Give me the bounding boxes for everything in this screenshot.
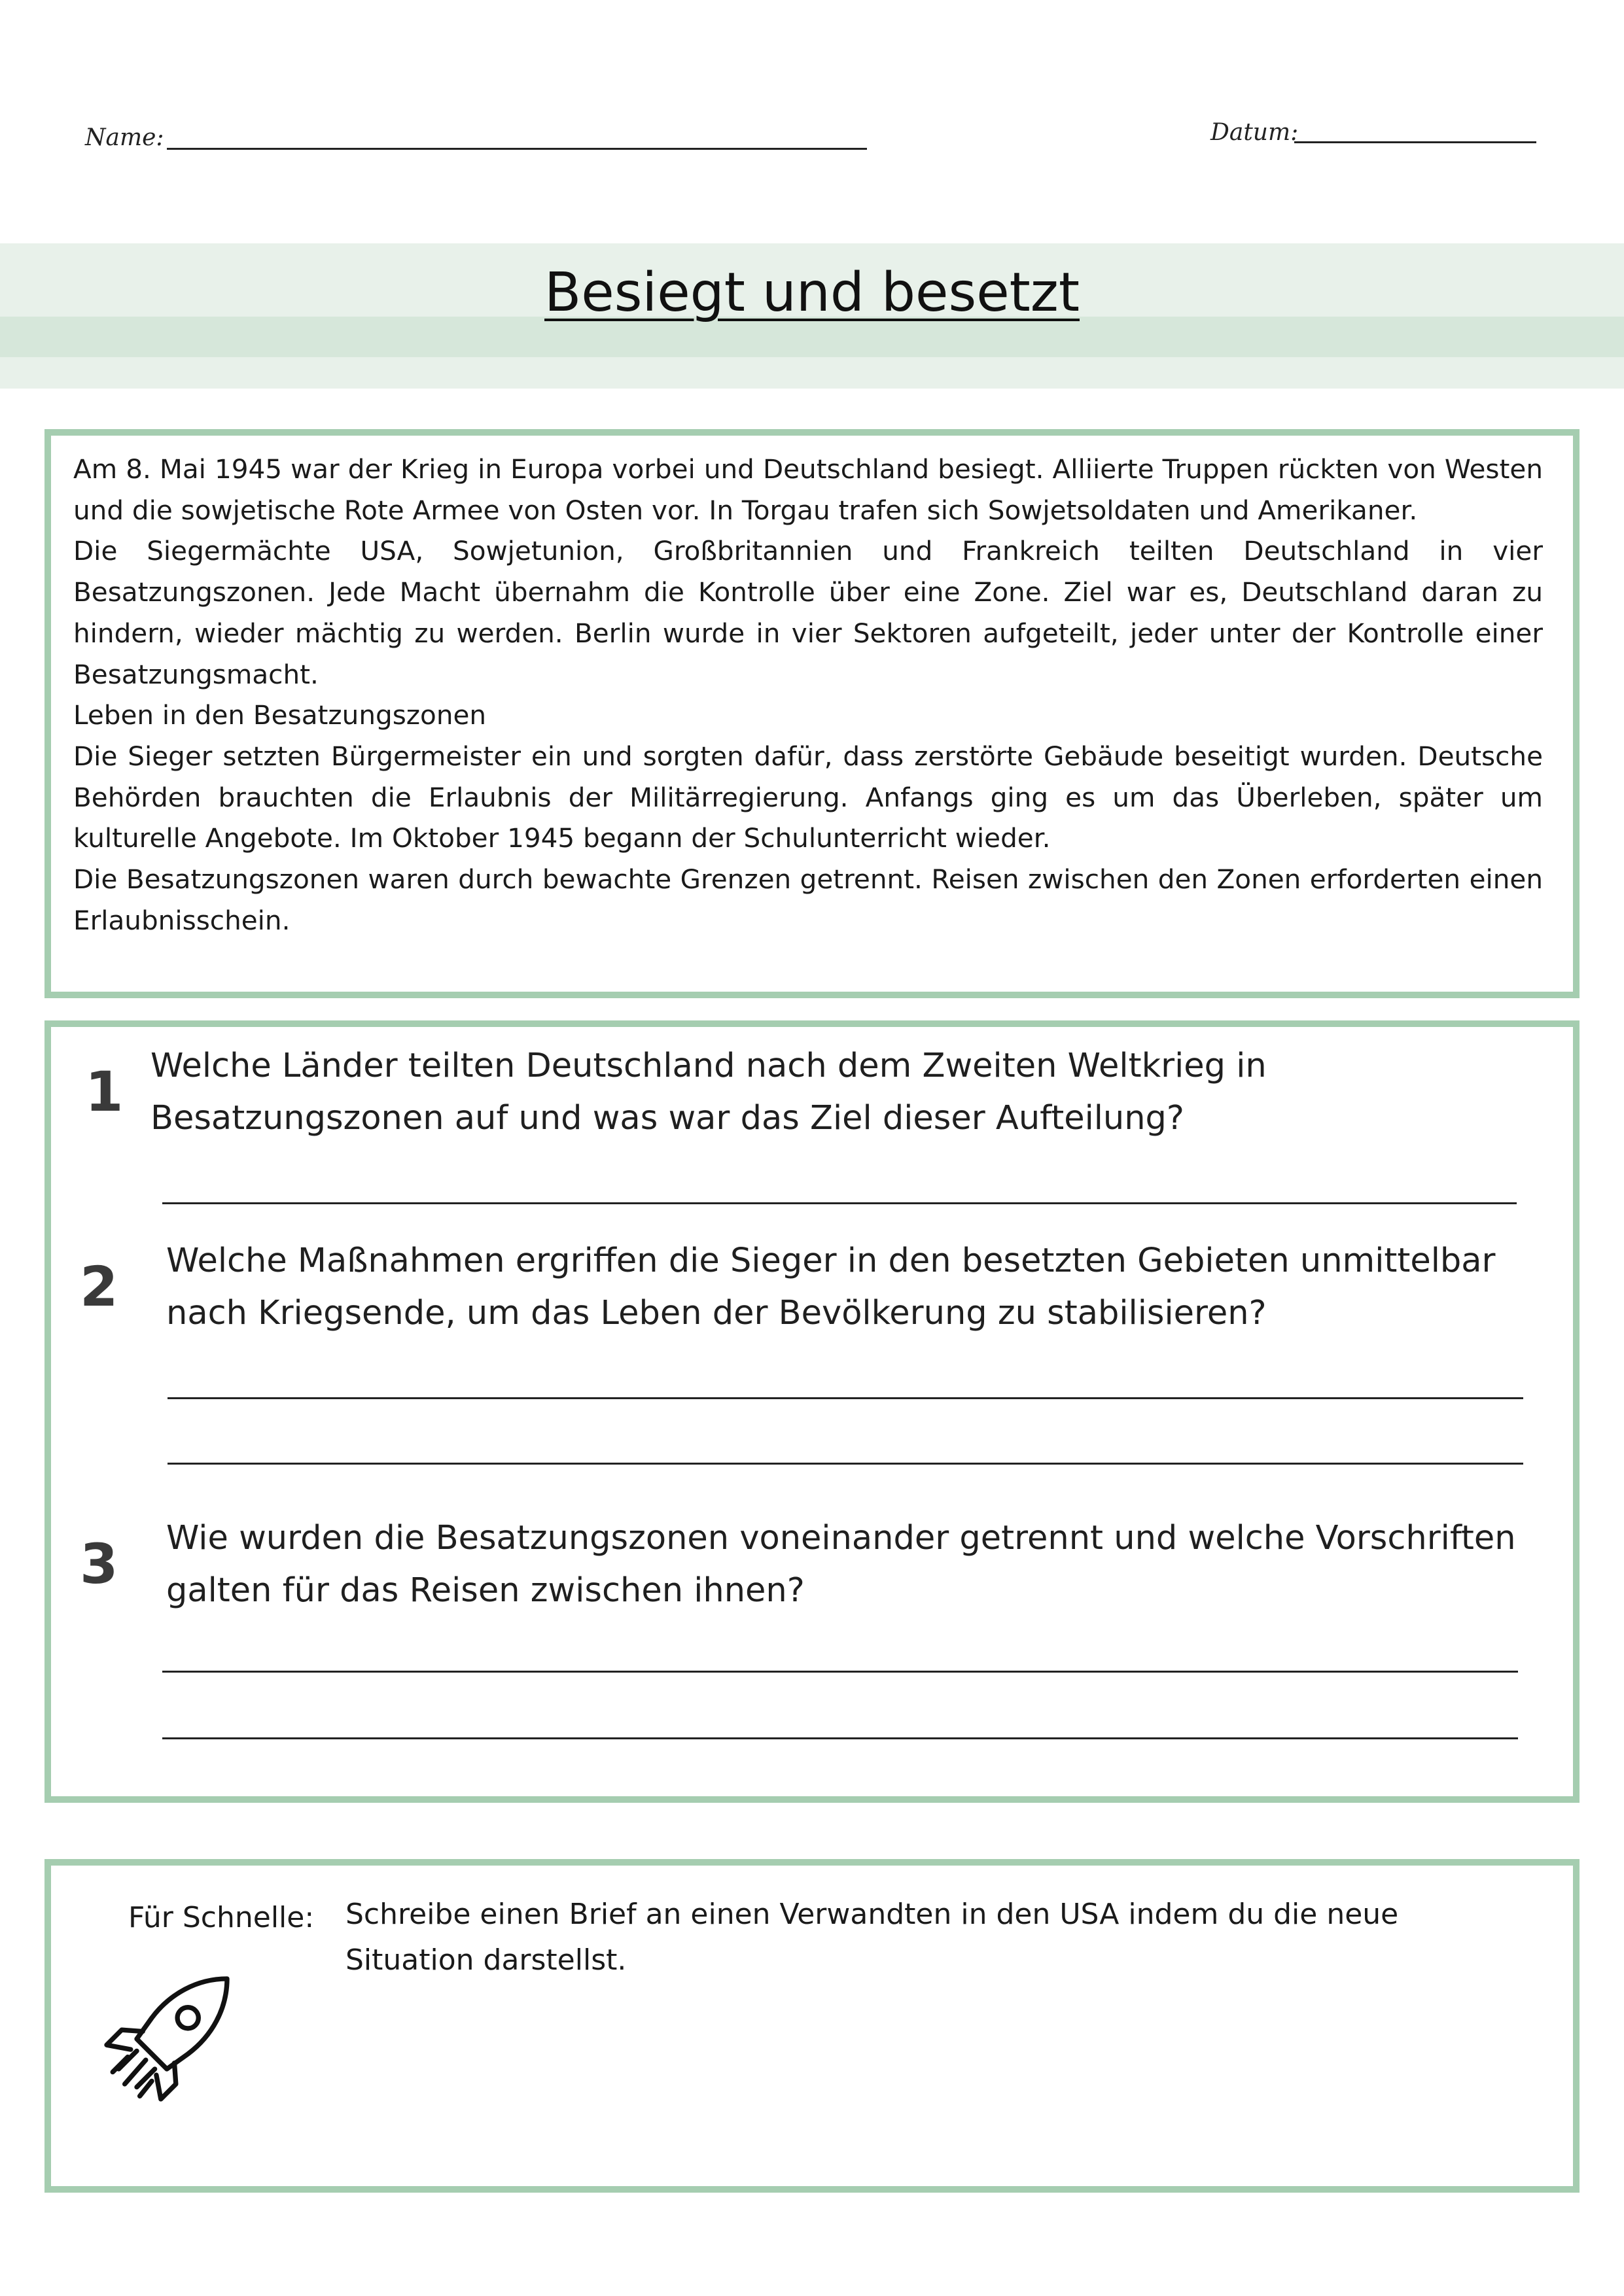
answer-line[interactable] bbox=[162, 1202, 1517, 1204]
question-text bbox=[166, 1235, 1540, 1340]
question-line: nach Kriegsende, um das Leben der Bevölkerung zu stabilisieren? bbox=[166, 1294, 1267, 1332]
question-line: galten für das Reisen zwischen ihnen? bbox=[166, 1571, 805, 1610]
question-line: Wie wurden die Besatzungszonen voneinander getrennt und welche Vorschriften bbox=[166, 1519, 1516, 1557]
paragraph: Die Besatzungszonen waren durch bewachte Grenzen getrennt. Reisen zwischen den Zonen erforderten einen Erlaubnisschein. bbox=[73, 863, 1543, 936]
questions-box bbox=[44, 1020, 1580, 1803]
reading-text bbox=[73, 449, 1543, 941]
extra-task-box bbox=[44, 1859, 1580, 2193]
question-line: Welche Maßnahmen ergriffen die Sieger in den besetzten Gebieten unmittelbar bbox=[166, 1242, 1496, 1280]
rocket-icon bbox=[92, 1964, 242, 2114]
question-number: 3 bbox=[80, 1532, 118, 1596]
paragraph: Am 8. Mai 1945 war der Krieg in Europa vorbei und Deutschland besiegt. Alliierte Truppen rückten von Westen und die sowjetische Rote Armee von Osten vor. In Torgau trafen sich Sowjetsoldaten und Amerikaner. bbox=[73, 453, 1543, 526]
name-field[interactable] bbox=[167, 148, 867, 150]
date-label: Datum: bbox=[1210, 119, 1299, 146]
name-label: Name: bbox=[85, 124, 164, 151]
paragraph: Die Siegermächte USA, Sowjetunion, Großbritannien und Frankreich teilten Deutschland in vier Besatzungszonen. Jede Macht übernahm die Kontrolle über eine Zone. Ziel war es, Deutschland daran zu hindern, wieder mächtig zu werden. Berlin wurde in vier Sektoren aufgeteilt, jeder unter der Kontrolle einer Besatzungsmacht. bbox=[73, 535, 1543, 690]
extra-task-text bbox=[345, 1892, 1458, 1983]
reading-text-box bbox=[44, 429, 1580, 998]
answer-line[interactable] bbox=[162, 1737, 1518, 1739]
question-line: Welche Länder teilten Deutschland nach dem Zweiten Weltkrieg in bbox=[150, 1047, 1267, 1085]
question-number: 2 bbox=[80, 1255, 118, 1319]
extra-task-line: Schreibe einen Brief an einen Verwandten in den USA indem du die neue bbox=[345, 1898, 1399, 1931]
answer-line[interactable] bbox=[162, 1671, 1518, 1673]
question-number: 1 bbox=[85, 1060, 124, 1124]
question-text bbox=[166, 1512, 1540, 1617]
page-title: Besiegt und besetzt bbox=[544, 262, 1080, 324]
answer-line[interactable] bbox=[168, 1397, 1523, 1399]
extra-task-line: Situation darstellst. bbox=[345, 1943, 627, 1977]
paragraph: Die Sieger setzten Bürgermeister ein und sorgten dafür, dass zerstörte Gebäude beseitigt wurden. Deutsche Behörden brauchten die Erlaubnis der Militärregierung. Anfangs ging es um das Überleben, später um kulturelle Angebote. Im Oktober 1945 begann der Schulunterricht wieder. bbox=[73, 740, 1543, 854]
question-line: Besatzungszonen auf und was war das Ziel dieser Aufteilung? bbox=[150, 1099, 1185, 1138]
section-heading: Leben in den Besatzungszonen bbox=[73, 699, 487, 731]
question-text bbox=[150, 1040, 1525, 1145]
answer-line[interactable] bbox=[168, 1463, 1523, 1465]
date-field[interactable] bbox=[1294, 141, 1536, 143]
extra-task-label: Für Schnelle: bbox=[128, 1901, 315, 1934]
